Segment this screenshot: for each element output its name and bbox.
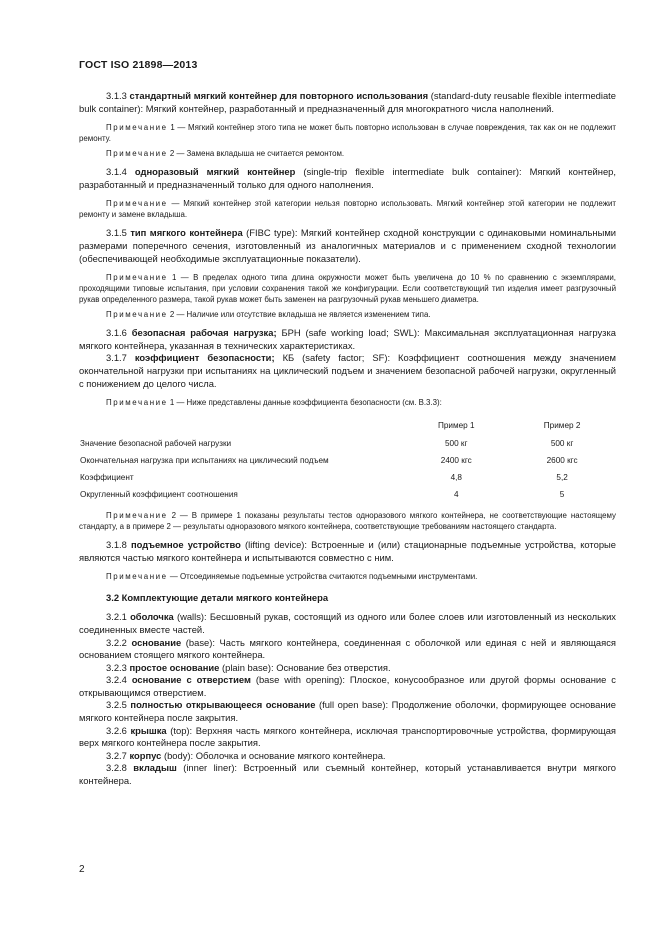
term: безопасная рабочая нагрузка;	[131, 327, 277, 339]
table-cell: 500 кг	[550, 439, 574, 449]
table-header-cell: Пример 1	[437, 420, 475, 430]
term: оболочка	[130, 611, 174, 623]
note: Примечание 1 — Ниже представлены данные коэффициента безопасности (см. В.3.3):	[106, 398, 442, 408]
definition-3-2-5: 3.2.5 полностью открывающееся основание (full open base): Продолжение оболочки, формирующее основание мягкого контейнера после закрытия.	[79, 699, 616, 724]
definition-3-2-4: 3.2.4 основание с отверстием (base with opening): Плоское, конусообразное или другой формы основание с открывающимся отверстием.	[79, 674, 616, 698]
note: Примечание 1 — В пределах одного типа длина окружности может быть увеличена до 10 % по сравнению с экземплярами, проходящими типовые испытания, при условии сохранения такой же конфигурации. Если соответствующий тип изделия имеет разгрузочный рукав определенного размера, такой рукав может быть заменен на разгрузочный рукав меньшего диаметра.	[79, 273, 616, 305]
note: Примечание — Отсоединяемые подъемные устройства считаются подъемными инструментами.	[106, 572, 478, 582]
table-cell: 500 кг	[445, 439, 468, 449]
note: Примечание 2 — Замена вкладыша не считается ремонтом.	[106, 149, 345, 159]
page-header: ГОСТ ISO 21898—2013	[79, 59, 198, 71]
term: вкладыш	[133, 762, 177, 774]
term: тип мягкого контейнера	[130, 227, 243, 239]
definition-3-1-3: 3.1.3 стандартный мягкий контейнер для повторного использования (standard-duty reusable flexible intermediate bulk container): Мягкий контейнер, разработанный и предназначенный для многократного числа наполнений.	[79, 90, 616, 114]
note: Примечание — Мягкий контейнер этой категории нельзя повторно использовать. Мягкий контейнер этой категории не подлежит ремонту и замене вкладыша.	[79, 199, 616, 220]
definition-3-2-1: 3.2.1 оболочка (walls): Бесшовный рукав, состоящий из одного или более слоев или изготовленный из нескольких соединенных вместе частей.	[79, 611, 616, 635]
term: простое основание	[129, 661, 220, 673]
table-cell: Коэффициент	[80, 473, 134, 483]
table-cell: Округленный коэффициент соотношения	[80, 490, 238, 500]
term: основание с отверстием	[131, 674, 251, 686]
table-cell: 5,2	[556, 473, 568, 483]
table-header-row	[79, 415, 616, 435]
note: Примечание 1 — Мягкий контейнер этого типа не может быть повторно использован в случае повреждения, так как он не подлежит ремонту.	[79, 123, 616, 144]
table-row	[79, 452, 616, 469]
table-cell: 5	[559, 490, 565, 500]
table-cell: 4	[453, 490, 459, 500]
term: полностью открывающееся основание	[130, 699, 316, 711]
safety-factor-table	[79, 415, 616, 503]
definition-3-2-7: 3.2.7 корпус (body): Оболочка и основание мягкого контейнера.	[106, 749, 386, 761]
definition-3-1-8: 3.1.8 подъемное устройство (lifting device): Встроенные и (или) стационарные подъемные устройства, которые являются частью мягкого контейнера и испытываются совместно с ним.	[79, 539, 617, 563]
document-body	[79, 90, 616, 788]
page-number: 2	[79, 864, 85, 875]
definition-3-2-2: 3.2.2 основание (base): Часть мягкого контейнера, соединенная с оболочкой или единая с ней и являющаяся основанием стоящего мягкого контейнера.	[79, 636, 616, 661]
table-row	[79, 435, 616, 452]
table-cell: Значение безопасной рабочей нагрузки	[80, 439, 232, 449]
table-cell: Окончательная нагрузка при испытаниях на циклический подъем	[80, 456, 329, 466]
table-header-cell: Пример 2	[543, 420, 581, 430]
term: коэффициент безопасности;	[134, 352, 275, 364]
definition-3-1-7: 3.1.7 коэффициент безопасности; КБ (safety factor; SF): Коэффициент соотношения между значением окончательной нагрузки при испытаниях на циклический подъем и значением безопасной рабочей нагрузки, округленный с понижением до целого числа.	[79, 352, 616, 389]
term: основание	[131, 636, 182, 648]
definition-3-1-6: 3.1.6 безопасная рабочая нагрузка; БРН (safe working load; SWL): Максимальная эксплуатационная нагрузка мягкого контейнера, указанная в технических характеристиках.	[79, 327, 617, 351]
definition-3-1-5: 3.1.5 тип мягкого контейнера (FIBC type): Мягкий контейнер сходной конструкции с одинаковыми номинальными размерами поперечного сечения, изготовленный из аналогичных материалов и с применением сходной технологии (обеспечивающей необходимые эксплуатационные показатели).	[79, 227, 617, 264]
term: одноразовый мягкий контейнер	[134, 166, 296, 178]
table-cell: 2400 кгс	[440, 456, 472, 466]
table-row	[79, 469, 616, 486]
term: корпус	[129, 749, 162, 761]
note: Примечание 2 — В примере 1 показаны результаты тестов одноразового мягкого контейнера, не соответствующие настоящему стандарту, а в примере 2 — результаты одноразового мягкого контейнера, соответствующие требованиям настоящего стандарта.	[79, 511, 616, 532]
definition-3-1-4: 3.1.4 одноразовый мягкий контейнер (single-trip flexible intermediate bulk container): Мягкий контейнер, разработанный и предназначенный только для одного наполнения.	[79, 166, 616, 190]
note: Примечание 2 — Наличие или отсутствие вкладыша не является изменением типа.	[106, 310, 431, 320]
term: крышка	[130, 724, 167, 736]
definition-3-2-8: 3.2.8 вкладыш (inner liner): Встроенный или съемный контейнер, который устанавливается внутри мягкого контейнера.	[79, 762, 616, 787]
table-row	[79, 486, 616, 503]
table-header-cell	[79, 415, 404, 435]
table-cell: 4,8	[450, 473, 462, 483]
term: стандартный мягкий контейнер для повторного использования	[129, 90, 429, 101]
section-heading: 3.2 Комплектующие детали мягкого контейнера	[106, 592, 329, 604]
definition-3-2-6: 3.2.6 крышка (top): Верхняя часть мягкого контейнера, исключая транспортировочные устройства, формирующая верх мягкого контейнера после закрытия.	[79, 724, 616, 749]
definition-3-2-3: 3.2.3 простое основание (plain base): Основание без отверстия.	[106, 661, 391, 673]
table-cell: 2600 кгс	[546, 456, 578, 466]
term: подъемное устройство	[131, 539, 241, 551]
